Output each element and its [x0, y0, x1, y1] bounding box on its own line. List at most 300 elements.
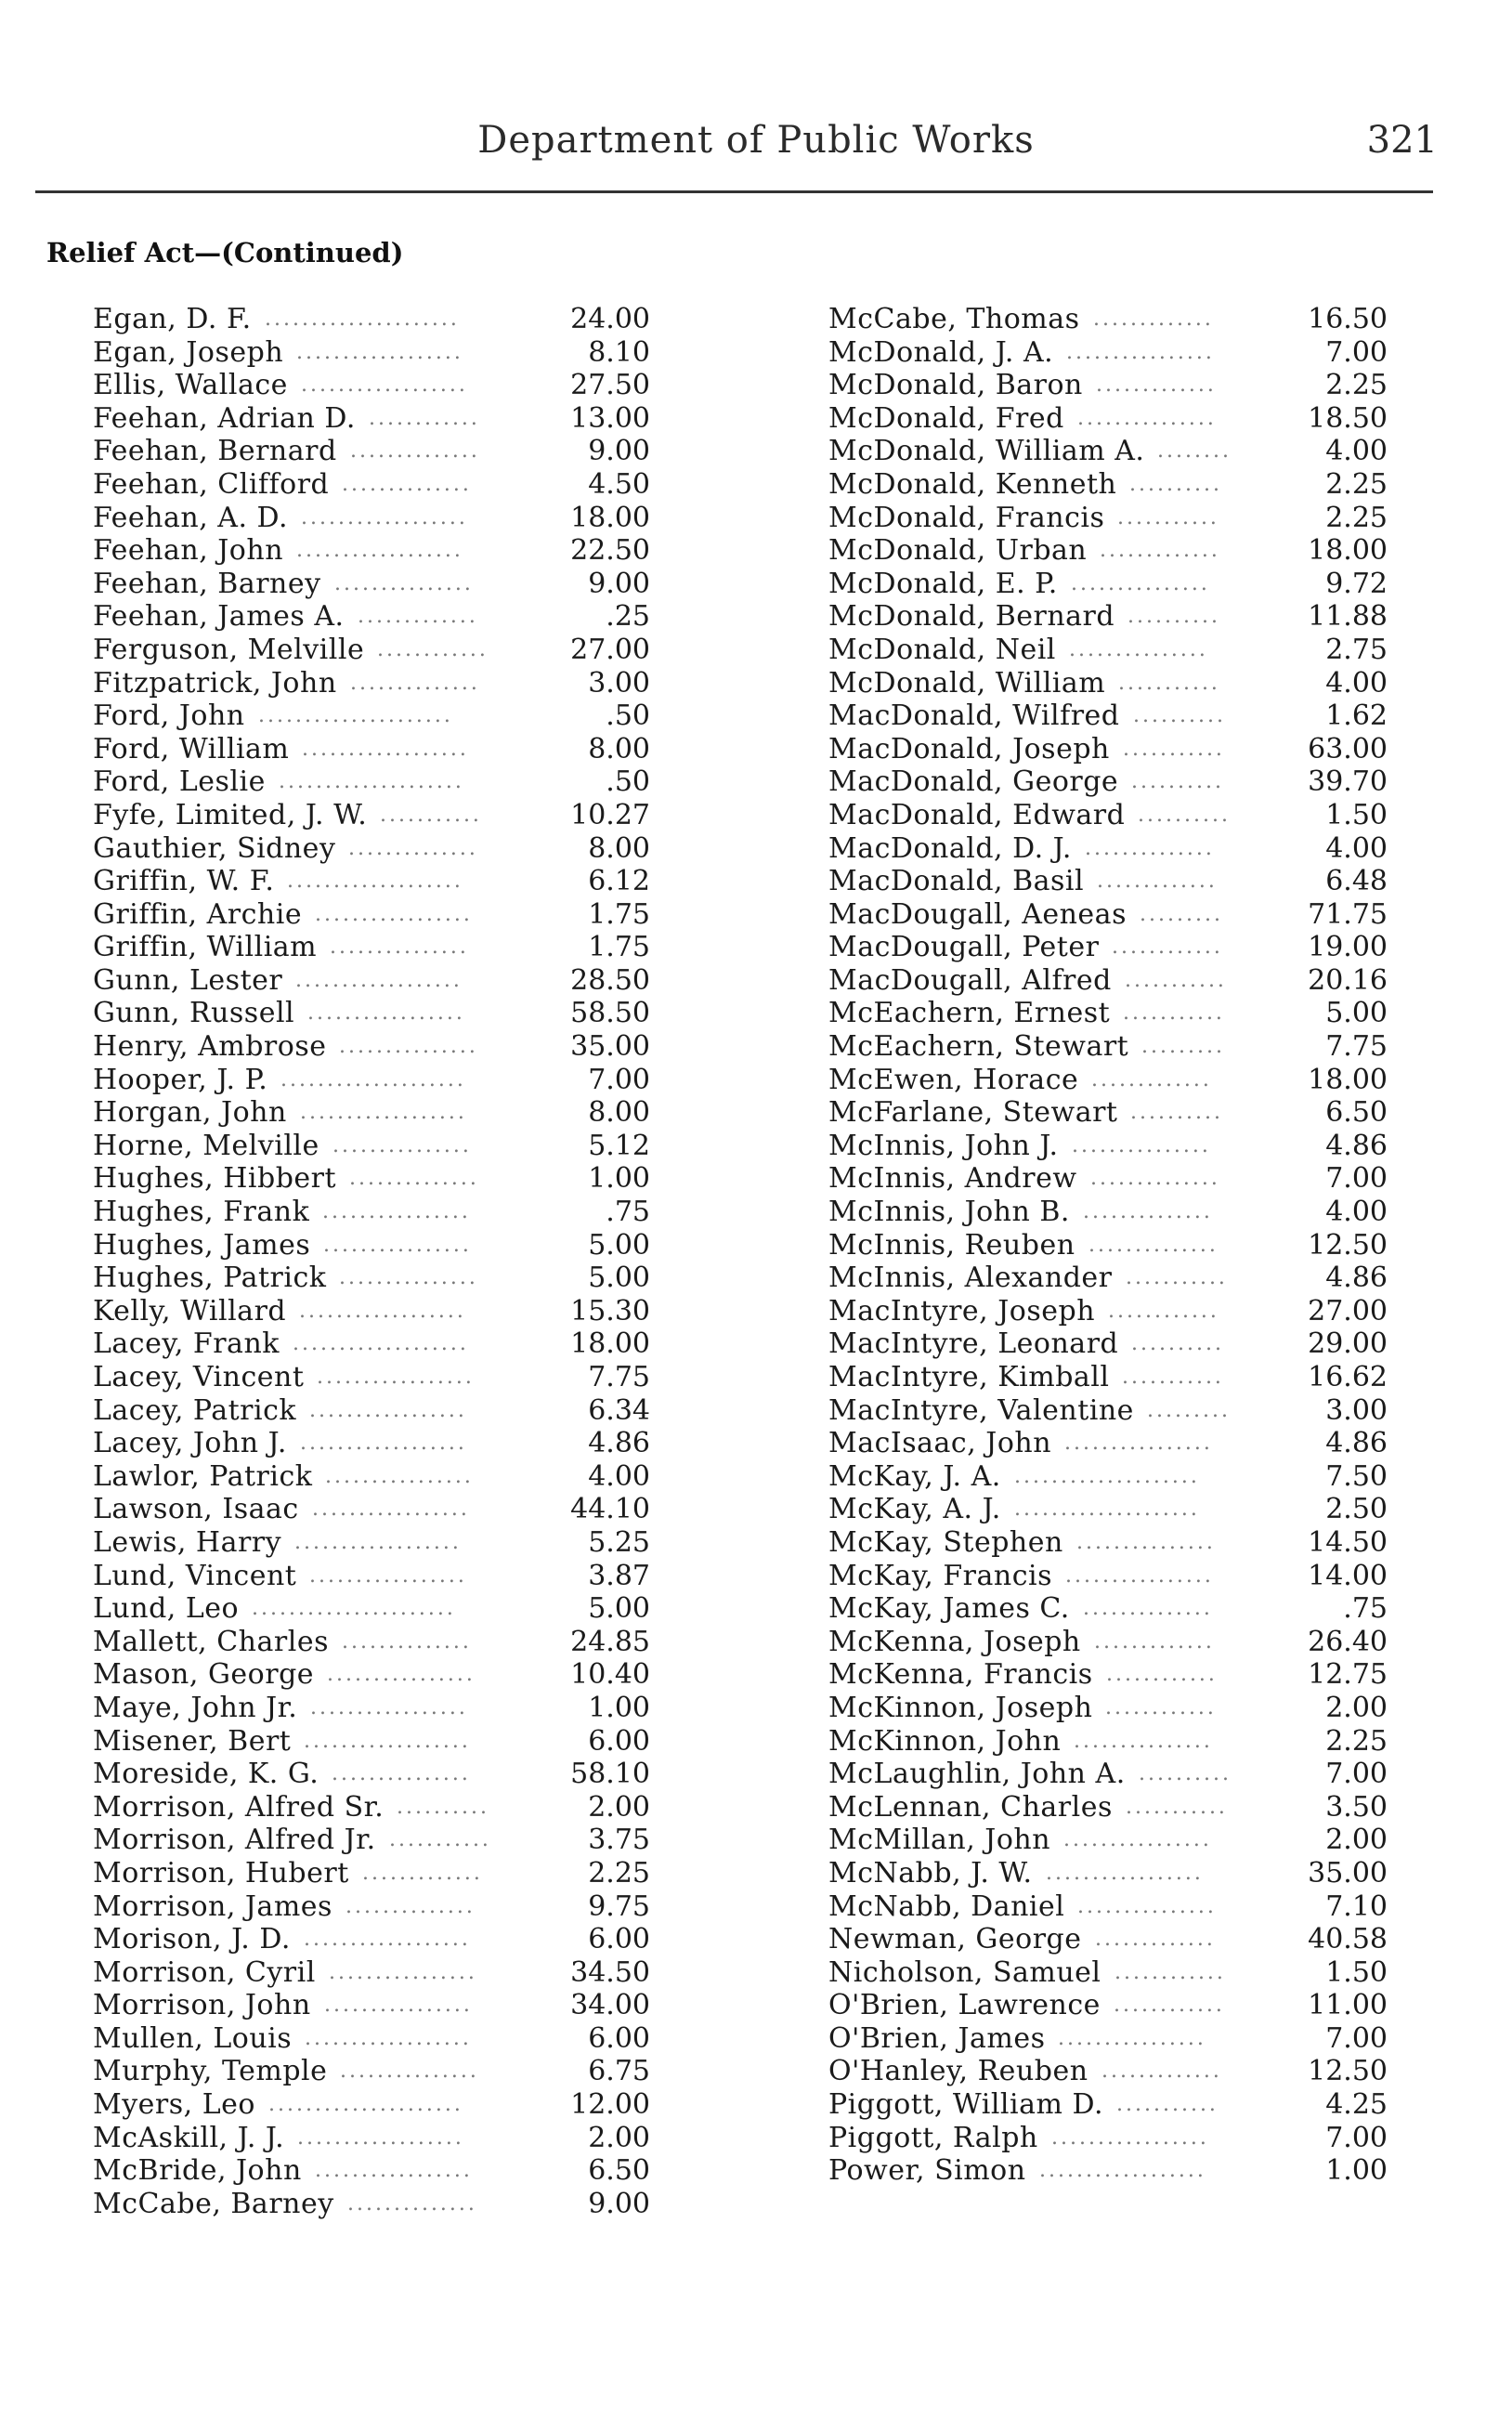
payment-amount: 8.00 [588, 1096, 650, 1130]
payee-name: MacDougall, Alfred [828, 963, 1112, 997]
section-title: Relief Act—(Continued) [46, 237, 404, 268]
dot-leader: ............. [1094, 1629, 1215, 1654]
payment-amount: 7.75 [588, 1361, 650, 1393]
payee-name: MacDougall, Peter [828, 931, 1100, 964]
payee-name: Morrison, Alfred Jr. [93, 1824, 376, 1857]
payee-name: McKenna, Joseph [828, 1625, 1081, 1658]
payee-name: McMillan, John [828, 1824, 1051, 1857]
dot-leader: .......... [1127, 605, 1220, 629]
dot-leader: .................. [301, 505, 468, 530]
payment-amount: 19.00 [1308, 931, 1388, 964]
dot-leader: .................... [280, 1067, 466, 1092]
payment-amount: 7.00 [1325, 2021, 1388, 2055]
dot-leader: .................. [296, 539, 463, 563]
dot-leader: .................. [305, 2026, 472, 2050]
payee-name: Nicholson, Samuel [828, 1955, 1101, 1989]
list-item [828, 1030, 1386, 1064]
payment-amount: 2.00 [1325, 1691, 1388, 1724]
dot-leader: ............. [1097, 870, 1218, 894]
payee-name: O'Hanley, Reuben [828, 2055, 1088, 2088]
payee-name: McInnis, Alexander [828, 1262, 1113, 1295]
list-item [828, 1295, 1386, 1328]
list-item [828, 435, 1386, 468]
payee-name: McDonald, Bernard [828, 600, 1115, 634]
dot-leader: .................. [302, 737, 469, 761]
payee-name: Maye, John Jr. [93, 1691, 298, 1724]
payee-name: Power, Simon [828, 2154, 1026, 2188]
list-item [93, 865, 650, 898]
payee-name: MacDonald, Wilfred [828, 700, 1120, 733]
page-number: 321 [1366, 119, 1438, 162]
dot-leader: ............... [332, 1133, 472, 1157]
dot-leader: .......... [1131, 1332, 1224, 1356]
dot-leader: ............ [1106, 1663, 1218, 1687]
list-item [828, 1526, 1386, 1560]
list-item [93, 1162, 650, 1196]
payee-name: Fyfe, Limited, J. W. [93, 798, 368, 831]
list-item [828, 1327, 1386, 1361]
payee-name: McKay, A. J. [828, 1493, 1001, 1526]
dot-leader: ................. [315, 2159, 473, 2183]
payee-name: MacIsaac, John [828, 1427, 1052, 1460]
payee-name: McInnis, John B. [828, 1196, 1070, 1229]
payment-amount: 11.88 [1308, 600, 1388, 634]
payment-amount: 8.10 [588, 335, 650, 369]
payee-name: McEachern, Ernest [828, 997, 1111, 1030]
payee-name: Gunn, Russell [93, 997, 295, 1030]
list-item [828, 1196, 1386, 1229]
payment-amount: 4.00 [588, 1459, 650, 1493]
payment-amount: 2.25 [1325, 501, 1388, 534]
dot-leader: ............ [377, 637, 489, 661]
payee-name: McKinnon, John [828, 1724, 1062, 1758]
dot-leader: ........... [380, 803, 482, 827]
dot-leader: .............. [1090, 1167, 1220, 1191]
dot-leader: ............... [1076, 1530, 1216, 1554]
list-item [828, 600, 1386, 634]
payment-amount: 9.72 [1325, 567, 1388, 600]
list-item [828, 2154, 1386, 2188]
dot-leader: .............. [1083, 1597, 1213, 1621]
list-item [93, 1196, 650, 1229]
payee-name: McKenna, Francis [828, 1658, 1093, 1692]
payment-amount: 10.40 [570, 1658, 650, 1692]
payment-amount: 3.75 [588, 1824, 650, 1857]
dot-leader: ............... [339, 1266, 478, 1290]
payee-name: McLaughlin, John A. [828, 1758, 1126, 1791]
payment-amount: 6.50 [588, 2154, 650, 2188]
payee-name: Morrison, John [93, 1989, 311, 2022]
payee-name: Fitzpatrick, John [93, 666, 337, 700]
list-item [93, 2122, 650, 2155]
payment-amount: 18.00 [570, 501, 650, 534]
dot-leader: .............. [347, 2191, 477, 2216]
payment-amount: 4.86 [588, 1427, 650, 1460]
list-item [93, 1361, 650, 1394]
list-item [93, 468, 650, 502]
list-item [93, 1658, 650, 1692]
payment-amount: 9.75 [588, 1889, 650, 1923]
payee-name: McKay, J. A. [828, 1459, 1001, 1493]
payee-name: McDonald, William [828, 666, 1106, 700]
dot-leader: ............. [1100, 539, 1220, 563]
list-item [828, 1493, 1386, 1526]
list-item [93, 1064, 650, 1097]
payment-amount: 5.25 [588, 1525, 650, 1559]
list-item [93, 1890, 650, 1924]
payee-name: Horne, Melville [93, 1129, 319, 1162]
list-item [93, 700, 650, 733]
payment-amount: 7.00 [1325, 1758, 1388, 1791]
payee-name: McInnis, John J. [828, 1129, 1059, 1162]
payee-name: Piggott, Ralph [828, 2121, 1038, 2154]
list-item [93, 733, 650, 766]
payee-name: MacDonald, George [828, 765, 1119, 799]
payee-name: McEachern, Stewart [828, 1030, 1129, 1064]
payment-amount: 22.50 [570, 534, 650, 568]
list-item [828, 303, 1386, 336]
dot-leader: ............... [1077, 406, 1217, 430]
dot-leader: .................... [1014, 1464, 1200, 1488]
list-item [828, 1262, 1386, 1295]
payment-amount: 7.50 [1325, 1459, 1388, 1493]
payment-amount: 29.00 [1308, 1327, 1388, 1361]
list-item [93, 1626, 650, 1659]
payee-name: Gauthier, Sidney [93, 831, 336, 865]
dot-leader: ................ [322, 1200, 471, 1224]
list-item [828, 2055, 1386, 2088]
payee-name: Morison, J. D. [93, 1923, 291, 1956]
dot-leader: ............... [1077, 1894, 1217, 1918]
list-item [93, 2022, 650, 2056]
list-item [93, 898, 650, 932]
payment-amount: .50 [606, 765, 650, 799]
payee-name: Griffin, Archie [93, 897, 303, 931]
payee-name: Feehan, Clifford [93, 467, 330, 501]
dot-leader: ............... [339, 1035, 478, 1059]
list-item [828, 799, 1386, 832]
list-item [93, 1857, 650, 1890]
payee-name: McFarlane, Stewart [828, 1096, 1118, 1130]
payment-amount: 8.00 [588, 732, 650, 765]
list-item [93, 502, 650, 535]
payment-amount: 5.00 [588, 1262, 650, 1295]
dot-leader: .................. [297, 2125, 464, 2150]
payment-amount: 1.00 [588, 1162, 650, 1196]
list-item [93, 2088, 650, 2122]
dot-leader: ................ [1066, 340, 1215, 364]
payment-amount: 35.00 [1308, 1856, 1388, 1889]
payee-name: McBride, John [93, 2154, 302, 2188]
list-item [828, 667, 1386, 700]
payee-name: McKinnon, Joseph [828, 1691, 1093, 1724]
payee-name: Feehan, A. D. [93, 501, 289, 534]
payee-name: Ford, Leslie [93, 765, 266, 799]
dot-leader: ................ [1063, 1828, 1212, 1852]
list-item [93, 667, 650, 700]
payment-amount: 6.00 [588, 2021, 650, 2055]
dot-leader: ................. [309, 1563, 467, 1588]
list-item [93, 799, 650, 832]
payee-name: Ferguson, Melville [93, 633, 365, 666]
page-title: Department of Public Works [477, 119, 1035, 162]
payee-name: MacDougall, Aeneas [828, 897, 1127, 931]
payee-name: Lund, Leo [93, 1592, 240, 1626]
payee-name: Feehan, Barney [93, 567, 321, 600]
payment-amount: 12.50 [1308, 1228, 1388, 1262]
payment-amount: .25 [606, 600, 650, 634]
payment-amount: 8.00 [588, 831, 650, 865]
list-item [93, 1725, 650, 1759]
list-item [93, 1493, 650, 1526]
payment-amount: 58.50 [570, 997, 650, 1030]
list-item [828, 1394, 1386, 1428]
payment-amount: 4.00 [1325, 831, 1388, 865]
payment-amount: 1.75 [588, 931, 650, 964]
dot-leader: .............. [342, 1629, 472, 1654]
dot-leader: .................. [296, 340, 463, 364]
dot-leader: ................ [324, 1994, 473, 2018]
list-item [828, 1725, 1386, 1759]
dot-leader: ............... [1074, 1729, 1213, 1753]
dot-leader: .............. [1088, 1233, 1219, 1257]
payment-amount: 13.00 [570, 401, 650, 435]
dot-leader: .............. [342, 472, 472, 496]
list-item [93, 931, 650, 964]
payee-name: McDonald, Urban [828, 534, 1088, 568]
payment-amount: 4.00 [1325, 666, 1388, 700]
payee-name: McCabe, Barney [93, 2187, 334, 2220]
payee-name: Piggott, William D. [828, 2088, 1104, 2122]
list-item [828, 2122, 1386, 2155]
payee-name: McNabb, J. W. [828, 1856, 1033, 1889]
dot-leader: ................. [1051, 2125, 1209, 2150]
payee-name: McNabb, Daniel [828, 1889, 1065, 1923]
list-item [828, 1460, 1386, 1494]
list-item [93, 336, 650, 370]
payment-amount: 1.62 [1325, 700, 1388, 733]
payment-amount: 3.00 [588, 666, 650, 700]
dot-leader: ........... [1122, 1366, 1224, 1389]
payment-amount: 7.00 [1325, 335, 1388, 369]
list-item [93, 1592, 650, 1626]
list-item [828, 1824, 1386, 1857]
payee-name: Ford, William [93, 732, 290, 765]
dot-leader: ............... [1071, 571, 1210, 595]
list-item [93, 1295, 650, 1328]
payee-name: MacDonald, Joseph [828, 732, 1110, 765]
payee-name: McDonald, Neil [828, 633, 1056, 666]
list-item [828, 1361, 1386, 1394]
payee-name: McInnis, Reuben [828, 1228, 1075, 1262]
payee-name: MacIntyre, Leonard [828, 1327, 1119, 1361]
list-item [828, 898, 1386, 932]
payee-name: MacIntyre, Valentine [828, 1393, 1134, 1427]
payment-amount: 2.25 [588, 1856, 650, 1889]
dot-leader: .......... [397, 1795, 489, 1819]
payment-amount: 2.25 [1325, 1724, 1388, 1758]
payment-amount: 7.00 [588, 1063, 650, 1096]
dot-leader: ............. [1093, 307, 1214, 331]
dot-leader: ............. [1091, 1067, 1212, 1092]
payee-name: Lawson, Isaac [93, 1493, 299, 1526]
payment-amount: 24.00 [570, 303, 650, 335]
list-item [93, 1526, 650, 1560]
payee-name: Mason, George [93, 1658, 315, 1692]
payment-amount: 6.48 [1325, 865, 1388, 898]
dot-leader: .................... [279, 770, 464, 794]
list-item [828, 534, 1386, 568]
payee-name: MacIntyre, Joseph [828, 1294, 1096, 1327]
list-item [93, 600, 650, 634]
dot-leader: ................. [310, 1695, 468, 1719]
list-item [93, 1989, 650, 2022]
payment-amount: 4.86 [1325, 1427, 1388, 1460]
dot-leader: ............ [1105, 1695, 1217, 1719]
dot-leader: ................... [287, 870, 463, 894]
payee-name: Ellis, Wallace [93, 369, 288, 402]
payment-amount: 2.00 [1325, 1824, 1388, 1857]
payee-name: McAskill, J. J. [93, 2121, 285, 2154]
payee-name: Egan, D. F. [93, 303, 252, 335]
dot-leader: ............. [1095, 1928, 1216, 1952]
dot-leader: ........ [1157, 439, 1232, 464]
payee-name: McDonald, Baron [828, 369, 1083, 402]
list-item [93, 1956, 650, 1990]
payment-amount: 18.50 [1308, 401, 1388, 435]
payee-name: Myers, Leo [93, 2088, 255, 2122]
dot-leader: .............. [345, 1894, 476, 1918]
payment-amount: 26.40 [1308, 1625, 1388, 1658]
list-item [93, 1460, 650, 1494]
dot-leader: ..................... [258, 704, 453, 728]
list-item [93, 568, 650, 601]
list-item [93, 1427, 650, 1460]
payment-amount: 16.62 [1308, 1361, 1388, 1393]
list-item [828, 931, 1386, 964]
dot-leader: .............. [348, 836, 478, 860]
dot-leader: ........... [1126, 1266, 1228, 1290]
payee-name: McDonald, J. A. [828, 335, 1054, 369]
payee-name: MacDonald, Basil [828, 865, 1085, 898]
payee-name: Lacey, Patrick [93, 1393, 297, 1427]
payee-name: McLennan, Charles [828, 1790, 1113, 1824]
dot-leader: .............. [1083, 1200, 1213, 1224]
payment-amount: 27.00 [570, 633, 650, 666]
payment-amount: 1.00 [588, 1691, 650, 1724]
payee-name: Ford, John [93, 700, 245, 733]
dot-leader: .......... [1133, 704, 1226, 728]
payee-name: McInnis, Andrew [828, 1162, 1077, 1196]
dot-leader: ................ [329, 1960, 477, 1984]
payment-amount: 18.00 [1308, 534, 1388, 568]
dot-leader: ............. [1096, 373, 1217, 398]
payee-name: MacDonald, Edward [828, 798, 1126, 831]
payee-name: McCabe, Thomas [828, 303, 1080, 335]
payment-amount: 9.00 [588, 567, 650, 600]
payee-name: Griffin, W. F. [93, 865, 275, 898]
payment-amount: 58.10 [570, 1758, 650, 1791]
list-item [93, 1394, 650, 1428]
payee-name: Lawlor, Patrick [93, 1459, 313, 1493]
payee-name: Feehan, James A. [93, 600, 345, 634]
dot-leader: ......... [1140, 902, 1223, 926]
dot-leader: .................. [294, 1530, 462, 1554]
dot-leader: ............. [358, 605, 478, 629]
list-item [93, 832, 650, 866]
payee-name: Moreside, K. G. [93, 1758, 319, 1791]
list-item [93, 534, 650, 568]
payment-amount: 63.00 [1308, 732, 1388, 765]
payment-amount: 39.70 [1308, 765, 1388, 799]
list-item [93, 1923, 650, 1956]
list-item [93, 1560, 650, 1593]
list-item [93, 1229, 650, 1262]
payment-amount: 12.75 [1308, 1658, 1388, 1692]
list-item [828, 1758, 1386, 1791]
payee-name: MacIntyre, Kimball [828, 1361, 1110, 1393]
payment-amount: 15.30 [570, 1294, 650, 1327]
payee-name: McDonald, Fred [828, 401, 1064, 435]
payment-amount: 2.25 [1325, 467, 1388, 501]
list-item [93, 1130, 650, 1163]
list-item [828, 1096, 1386, 1130]
dot-leader: ................ [327, 1663, 476, 1687]
list-item [828, 1923, 1386, 1956]
payment-amount: 16.50 [1308, 303, 1388, 335]
dot-leader: ................ [1065, 1563, 1214, 1588]
payment-amount: 35.00 [570, 1030, 650, 1064]
payment-amount: 7.10 [1325, 1889, 1388, 1923]
list-item [828, 832, 1386, 866]
list-item [93, 1327, 650, 1361]
payee-name: McDonald, Kenneth [828, 467, 1117, 501]
dot-leader: ..................... [268, 2093, 463, 2117]
list-item [828, 1658, 1386, 1692]
payee-name: Lacey, John J. [93, 1427, 287, 1460]
dot-leader: ............ [1114, 1960, 1226, 1984]
list-item [828, 1130, 1386, 1163]
payment-amount: 20.16 [1308, 963, 1388, 997]
payment-amount: 6.34 [588, 1393, 650, 1427]
dot-leader: ................ [1064, 1432, 1213, 1456]
list-item [93, 964, 650, 998]
dot-leader: .................. [299, 1299, 466, 1323]
list-item [828, 1162, 1386, 1196]
payee-name: O'Brien, James [828, 2021, 1046, 2055]
header-rule [35, 190, 1433, 193]
list-item [828, 502, 1386, 535]
dot-leader: .................. [301, 373, 468, 398]
payee-name: McEwen, Horace [828, 1063, 1079, 1096]
list-item [828, 1791, 1386, 1824]
list-item [828, 634, 1386, 667]
list-item [828, 1989, 1386, 2022]
dot-leader: ................ [1058, 2026, 1206, 2050]
payee-name: Lewis, Harry [93, 1525, 282, 1559]
left-column [93, 303, 650, 2220]
dot-leader: .................... [1014, 1497, 1200, 1522]
payment-amount: 14.00 [1308, 1559, 1388, 1592]
payee-name: Feehan, Adrian D. [93, 401, 356, 435]
dot-leader: .......... [1131, 770, 1224, 794]
dot-leader: ..................... [265, 307, 460, 331]
dot-leader: ........... [1116, 2093, 1219, 2117]
list-item [93, 2188, 650, 2221]
payee-name: Gunn, Lester [93, 963, 283, 997]
payment-amount: 12.00 [570, 2088, 650, 2122]
payee-name: Hooper, J. P. [93, 1063, 268, 1096]
